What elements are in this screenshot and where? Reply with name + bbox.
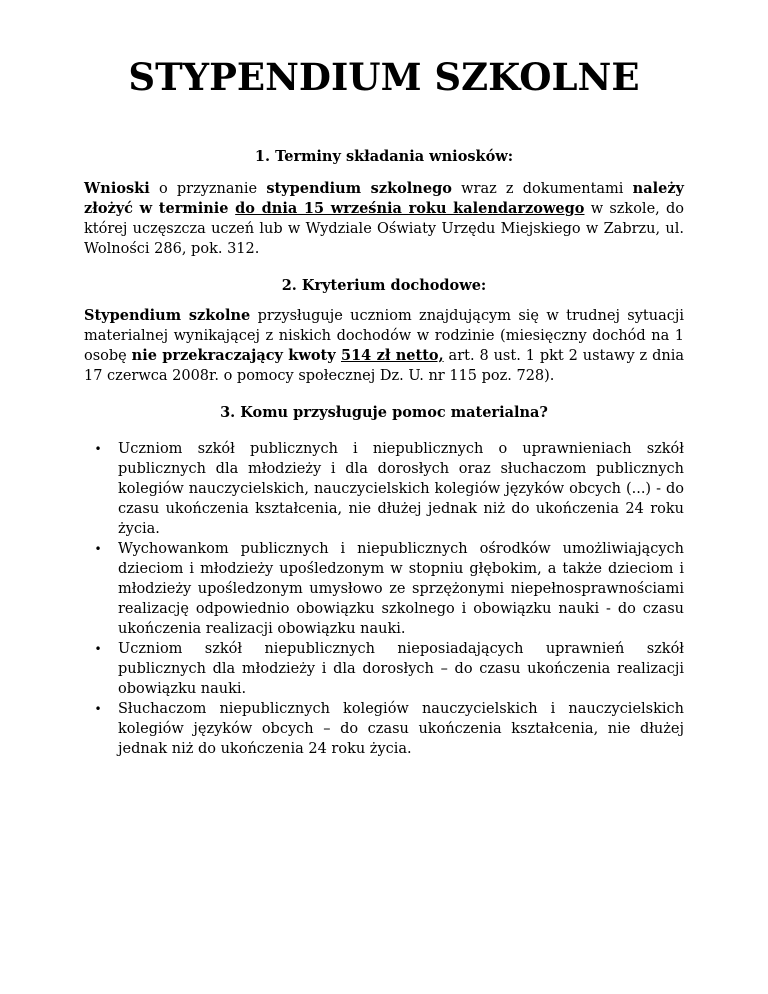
bullet-icon: • — [94, 642, 102, 656]
deadline-phrase: należy złożyć w terminie — [84, 180, 684, 217]
income-limit-phrase: nie przekraczający kwoty — [131, 347, 341, 364]
income-limit-amount: 514 zł netto, — [340, 347, 444, 364]
list-item-text: Wychowankom publicznych i niepublicznych ośrodków umożliwiających dzieciom i młodzieży upośledzonym w stopniu głębokim, a także dzieciom i młodzieży upośledzonym umysłowo ze sprzężonymi niepełnosprawnościami realizację odpowiednio obowiązku szkolnego i obowiązku nauki - do czasu ukończenia realizacji obowiązku nauki. — [118, 541, 684, 637]
list-item-text: Uczniom szkół publicznych i niepublicznych o uprawnieniach szkół publicznych dla młodzieży i dla dorosłych oraz słuchaczom publicznych kolegiów nauczycielskich, nauczycielskich kolegiów języków obcych (...) - do czasu ukończenia kształcenia, nie dłużej jednak niż do ukończenia 24 roku życia. — [118, 441, 684, 537]
bullet-icon: • — [94, 702, 102, 716]
eligibility-list — [84, 439, 684, 759]
list-item — [84, 439, 684, 539]
list-item — [84, 699, 684, 759]
bullet-icon: • — [94, 442, 102, 456]
wnioski-term: Wnioski — [84, 180, 150, 197]
stypendium-term: Stypendium szkolne — [84, 307, 251, 324]
text-run: art. 8 ust. 1 pkt 2 ustawy z dnia 17 czerwca 2008r. o pomocy społecznej Dz. U. nr 115 poz. 728). — [84, 348, 684, 384]
text-run: przysługuje uczniom znajdującym się w trudnej sytuacji materialnej wynikającej z niskich dochodów w rodzinie (miesięczny dochód na 1 osobę — [84, 308, 684, 364]
section-1-heading: 1. Terminy składania wniosków: — [254, 148, 514, 165]
text-run: wraz z dokumentami — [451, 181, 633, 197]
section-2-heading: 2. Kryterium dochodowe: — [281, 277, 487, 294]
text-run: w szkole, do której uczęszcza uczeń lub w Wydziale Oświaty Urzędu Miejskiego w Zabrzu, ul. Wolności 286, pok. 312. — [84, 201, 684, 257]
section-2-paragraph — [84, 306, 684, 386]
section-1-paragraph — [84, 179, 684, 259]
section-3-heading: 3. Komu przysługuje pomoc materialna? — [220, 404, 548, 421]
deadline-date: do dnia 15 września roku kalendarzowego — [235, 200, 585, 217]
list-item-text: Uczniom szkół niepublicznych nieposiadających uprawnień szkół publicznych dla młodzieży i dla dorosłych – do czasu ukończenia realizacji obowiązku nauki. — [118, 641, 684, 697]
bullet-icon: • — [94, 542, 102, 556]
list-item — [84, 639, 684, 699]
list-item — [84, 539, 684, 639]
page-title: STYPENDIUM SZKOLNE — [128, 55, 640, 99]
text-run: o przyznanie — [149, 181, 267, 197]
list-item-text: Słuchaczom niepublicznych kolegiów nauczycielskich i nauczycielskich kolegiów języków obcych – do czasu ukończenia kształcenia, nie dłużej jednak niż do ukończenia 24 roku życia. — [118, 701, 684, 757]
stypendium-term: stypendium szkolnego — [266, 180, 452, 197]
